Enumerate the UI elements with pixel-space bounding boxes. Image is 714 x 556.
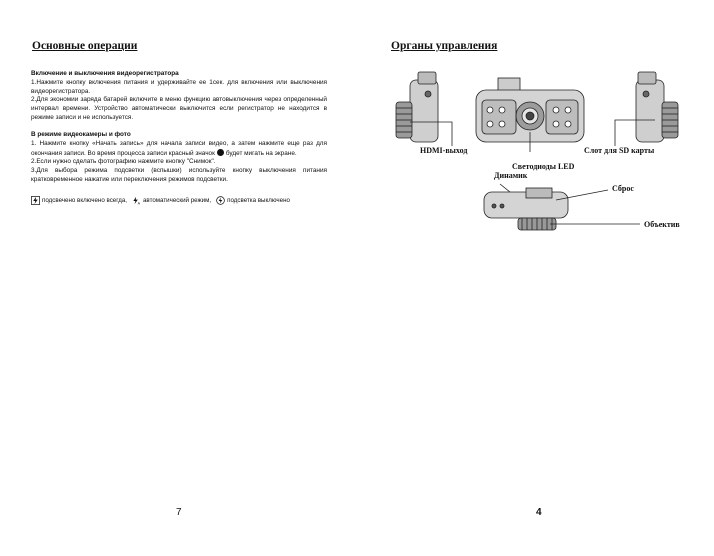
paragraph: [31, 140, 327, 159]
reset-label: Сброс: [612, 184, 634, 193]
page-heading: Органы управления: [391, 40, 498, 52]
hdmi-label: HDMI-выход: [420, 146, 468, 155]
paragraph-part: будет мигать на экране.: [225, 149, 297, 157]
flash-off-icon: [216, 196, 225, 205]
paragraph: 3.Для выбора режима подсветки (вспышки) используйте кнопку выключения питания кратковременное нажатие или переключения режимов подсветки.: [31, 167, 327, 183]
section-title: В режиме видеокамеры и фото: [31, 131, 131, 138]
legend-label: подсвечено включено всегда,: [42, 197, 127, 204]
section-title: Включение и выключения видеорегистратора: [31, 70, 179, 77]
paragraph: 2.Для экономии заряда батарей включите в меню функцию автовыключения через определенный интервал времени. Устройство автоматически выключится если регистратор не находится в режиме записи и не используется.: [31, 96, 327, 121]
led-label: Светодиоды LED: [512, 162, 575, 171]
paragraph: 2.Если нужно сделать фотографию нажмите кнопку "Снимок".: [31, 158, 216, 166]
legend-item: [216, 196, 290, 205]
page-number: 7: [176, 507, 182, 518]
left-side-view: [396, 72, 438, 142]
legend-label: подсветка выключено: [227, 197, 290, 204]
svg-text:A: A: [137, 201, 140, 205]
legend-item: [132, 196, 211, 205]
speaker-label: Динамик: [494, 171, 528, 180]
flash-legend: [31, 196, 331, 205]
record-dot-icon: [217, 149, 224, 156]
legend-item: [31, 196, 127, 205]
lens-label: Объектив: [644, 220, 680, 229]
paragraph: 1.Нажмите кнопку включения питания и удерживайте ее 1сек. для включения или выключения видеорегистратора.: [31, 78, 327, 95]
right-side-view: [636, 72, 678, 142]
paragraph-part: 1. Нажмите кнопку «Начать запись» для начала записи видео, а затем нажмите еще раз для окончания записи. Во время процесса записи красный значок: [31, 139, 327, 157]
camera-mode-section: [31, 131, 327, 185]
page-heading: Основные операции: [32, 40, 138, 52]
page-number: 4: [536, 507, 542, 518]
flash-on-icon: [31, 196, 40, 205]
power-section: [31, 70, 327, 123]
sd-slot-label: Слот для SD карты: [584, 146, 655, 155]
right-page: [357, 0, 714, 556]
legend-label: автоматический режим,: [142, 197, 212, 204]
flash-auto-icon: [132, 196, 141, 205]
device-diagram: [390, 60, 705, 240]
